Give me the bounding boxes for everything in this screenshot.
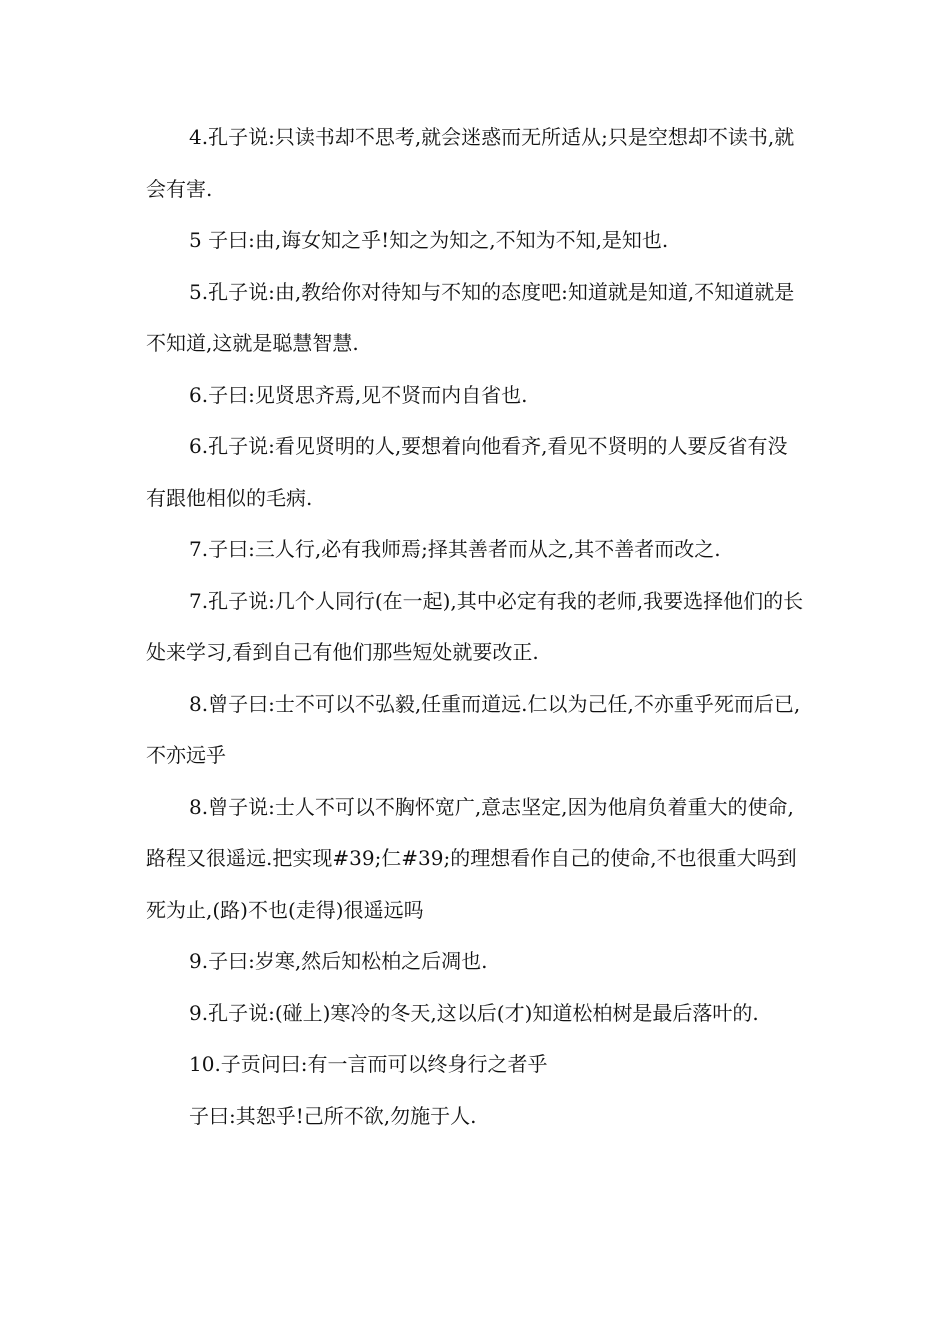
paragraph-4: 6.子曰:见贤思齐焉,见不贤而内自省也. bbox=[189, 382, 528, 407]
document-body bbox=[146, 112, 806, 1142]
paragraph-7: 7.孔子说:几个人同行(在一起),其中必定有我的老师,我要选择他们的长处来学习,看到自己有他们那些短处就要改正. bbox=[146, 588, 804, 664]
paragraph-1: 4.孔子说:只读书却不思考,就会迷惑而无所适从;只是空想却不读书,就会有害. bbox=[146, 125, 795, 201]
paragraph-6: 7.子曰:三人行,必有我师焉;择其善者而从之,其不善者而改之. bbox=[189, 537, 721, 561]
paragraph-3: 5.孔子说:由,教给你对待知与不知的态度吧:知道就是知道,不知道就是不知道,这就是聪慧智慧. bbox=[146, 279, 795, 355]
paragraph-5: 6.孔子说:看见贤明的人,要想着向他看齐,看见不贤明的人要反省有没有跟他相似的毛病. bbox=[146, 434, 788, 510]
paragraph-13: 子曰:其恕乎!己所不欲,勿施于人. bbox=[189, 1103, 477, 1128]
paragraph-10: 9.子曰:岁寒,然后知松柏之后凋也. bbox=[189, 949, 488, 973]
paragraph-2: 5 子曰:由,诲女知之乎!知之为知之,不知为不知,是知也. bbox=[189, 228, 669, 252]
paragraph-9: 8.曾子说:士人不可以不胸怀宽广,意志坚定,因为他肩负着重大的使命,路程又很遥远.把实现#39;仁#39;的理想看作自己的使命,不也很重大吗到死为止,(路)不也(走得)很遥远吗 bbox=[146, 794, 797, 922]
paragraph-11: 9.孔子说:(碰上)寒冷的冬天,这以后(才)知道松柏树是最后落叶的. bbox=[189, 1000, 759, 1025]
paragraph-12: 10.子贡问曰:有一言而可以终身行之者乎 bbox=[189, 1052, 548, 1076]
paragraph-8: 8.曾子曰:士不可以不弘毅,任重而道远.仁以为己任,不亦重乎死而后已,不亦远乎 bbox=[146, 691, 801, 767]
